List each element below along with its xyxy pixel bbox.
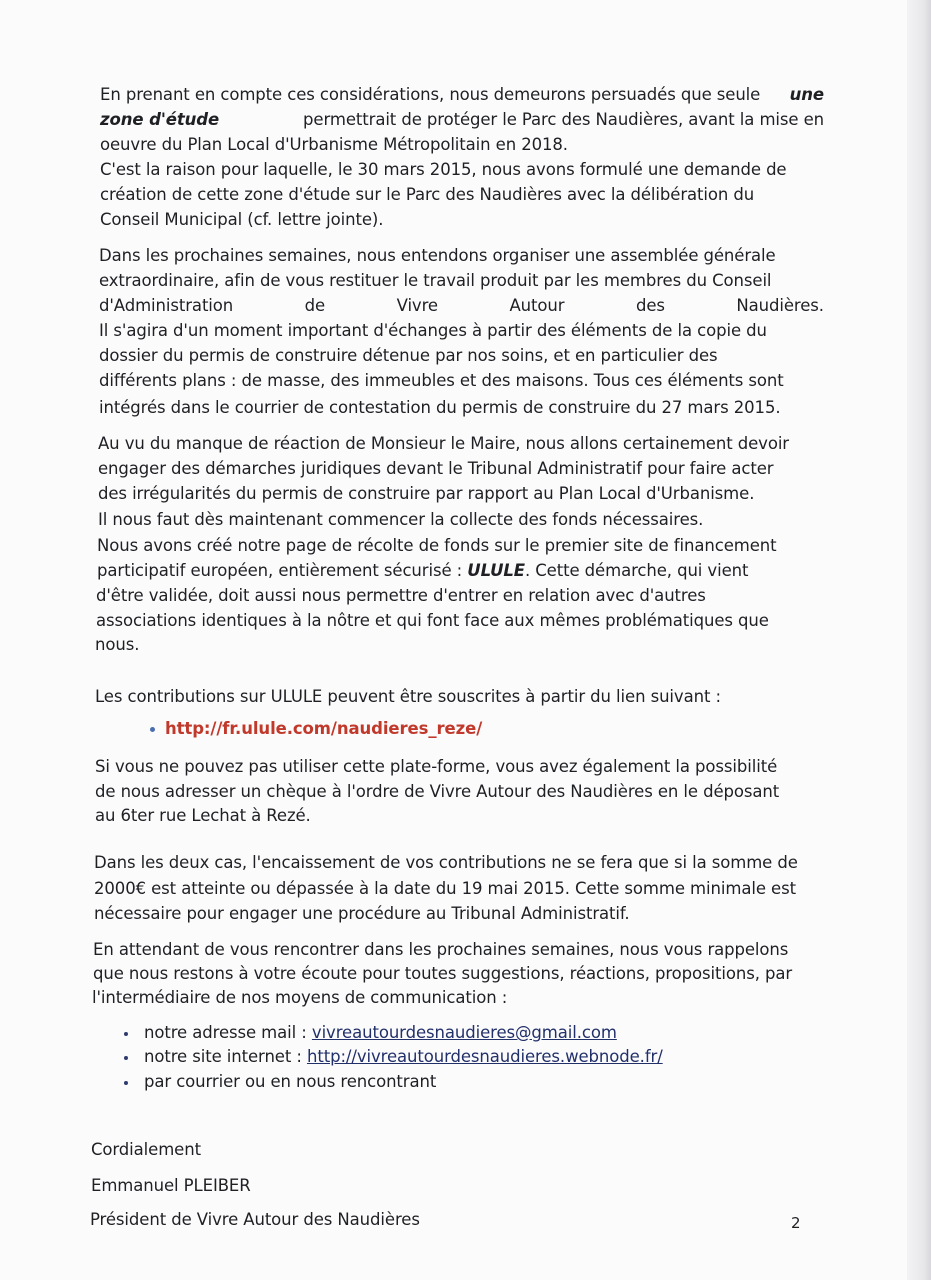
p1-line-6: Conseil Municipal (cf. lettre jointe). xyxy=(100,210,384,229)
p3-line-1: Au vu du manque de réaction de Monsieur le Maire, nous allons certainement devoir xyxy=(98,434,789,453)
p2-line-6: différents plans : de masse, des immeubles et des maisons. Tous ces éléments sont xyxy=(99,371,784,390)
page-number: 2 xyxy=(791,1214,801,1232)
contact-mail-item xyxy=(124,1021,617,1045)
ulule-link[interactable]: http://fr.ulule.com/naudieres_reze/ xyxy=(165,719,483,738)
word: Vivre xyxy=(396,296,438,315)
p1-line-3: oeuvre du Plan Local d'Urbanisme Métropolitain en 2018. xyxy=(100,135,568,154)
p2-line-5: dossier du permis de construire détenue par nos soins, et en particulier des xyxy=(99,346,718,365)
p7-line-1: En attendant de vous rencontrer dans les prochaines semaines, nous vous rappelons xyxy=(93,940,789,959)
bullet-icon xyxy=(124,1081,128,1085)
p3-line-3: des irrégularités du permis de construire par rapport au Plan Local d'Urbanisme. xyxy=(98,484,755,503)
p2-line-1: Dans les prochaines semaines, nous entendons organiser une assemblée générale xyxy=(99,246,776,265)
p3-line-9: nous. xyxy=(95,635,140,654)
p2-line-2: extraordinaire, afin de vous restituer le travail produit par les membres du Conseil xyxy=(99,271,772,290)
p7-line-3: l'intermédiaire de nos moyens de communication : xyxy=(92,988,508,1007)
p6-line-1: Dans les deux cas, l'encaissement de vos contributions ne se fera que si la somme de xyxy=(94,853,798,872)
text: . Cette démarche, qui vient xyxy=(524,561,749,580)
p3-line-6 xyxy=(97,559,748,583)
p6-line-3: nécessaire pour engager une procédure au Tribunal Administratif. xyxy=(94,904,630,923)
word: Naudières. xyxy=(736,296,824,315)
greeting: Cordialement xyxy=(91,1140,201,1159)
word: des xyxy=(635,296,665,315)
bullet-icon xyxy=(124,1056,128,1060)
p4-line-1: Les contributions sur ULULE peuvent être souscrites à partir du lien suivant : xyxy=(95,687,721,706)
p5-line-2: de nous adresser un chèque à l'ordre de Vivre Autour des Naudières en le déposant xyxy=(95,782,780,801)
p2-line-3 xyxy=(99,294,824,318)
p1-line-2 xyxy=(100,108,824,132)
p5-line-1: Si vous ne pouvez pas utiliser cette plate-forme, vous avez également la possibilité xyxy=(95,757,778,776)
ulule-link-item xyxy=(150,717,482,741)
site-link[interactable]: http://vivreautourdesnaudieres.webnode.fr/ xyxy=(306,1047,663,1066)
word: d'Administration xyxy=(99,296,234,315)
p1-line-5: création de cette zone d'étude sur le Parc des Naudières avec la délibération du xyxy=(100,185,755,204)
p1-line-4: C'est la raison pour laquelle, le 30 mars 2015, nous avons formulé une demande de xyxy=(100,160,787,179)
mail-label: notre adresse mail : xyxy=(144,1023,307,1042)
contact-site-item xyxy=(124,1045,663,1069)
text: permettrait de protéger le Parc des Naudières, avant la mise en xyxy=(303,110,824,129)
text: En prenant en compte ces considérations, nous demeurons persuadés que seule xyxy=(100,85,761,104)
p2-line-7: intégrés dans le courrier de contestation du permis de construire du 27 mars 2015. xyxy=(99,398,781,417)
p2-line-4: Il s'agira d'un moment important d'échanges à partir des éléments de la copie du xyxy=(99,321,767,340)
site-label: notre site internet : xyxy=(144,1047,302,1066)
contact-other-item xyxy=(124,1070,436,1094)
bullet-icon xyxy=(150,727,155,732)
text: participatif européen, entièrement sécurisé : xyxy=(97,561,463,580)
bullet-icon xyxy=(124,1032,128,1036)
p7-line-2: que nous restons à votre écoute pour toutes suggestions, réactions, propositions, par xyxy=(93,964,793,983)
emphasis: une xyxy=(789,85,824,104)
p3-line-2: engager des démarches juridiques devant le Tribunal Administratif pour faire acter xyxy=(98,459,774,478)
p6-line-2: 2000€ est atteinte ou dépassée à la date du 19 mai 2015. Cette somme minimale est xyxy=(94,879,796,898)
p1-line-1 xyxy=(100,83,824,107)
p3-line-8: associations identiques à la nôtre et qui font face aux mêmes problématiques que xyxy=(96,611,769,630)
word: Autour xyxy=(509,296,565,315)
other-contact: par courrier ou en nous rencontrant xyxy=(144,1072,437,1091)
p3-line-4: Il nous faut dès maintenant commencer la collecte des fonds nécessaires. xyxy=(98,510,704,529)
emphasis: ULULE xyxy=(467,561,525,580)
emphasis: zone d'étude xyxy=(100,110,220,129)
signatory-name: Emmanuel PLEIBER xyxy=(91,1176,251,1195)
p3-line-5: Nous avons créé notre page de récolte de fonds sur le premier site de financement xyxy=(97,536,777,555)
signatory-title: Président de Vivre Autour des Naudières xyxy=(90,1210,420,1229)
p3-line-7: d'être validée, doit aussi nous permettre d'entrer en relation avec d'autres xyxy=(96,586,706,605)
p5-line-3: au 6ter rue Lechat à Rezé. xyxy=(95,806,311,825)
word: de xyxy=(304,296,326,315)
mail-link[interactable]: vivreautourdesnaudieres@gmail.com xyxy=(311,1023,617,1042)
